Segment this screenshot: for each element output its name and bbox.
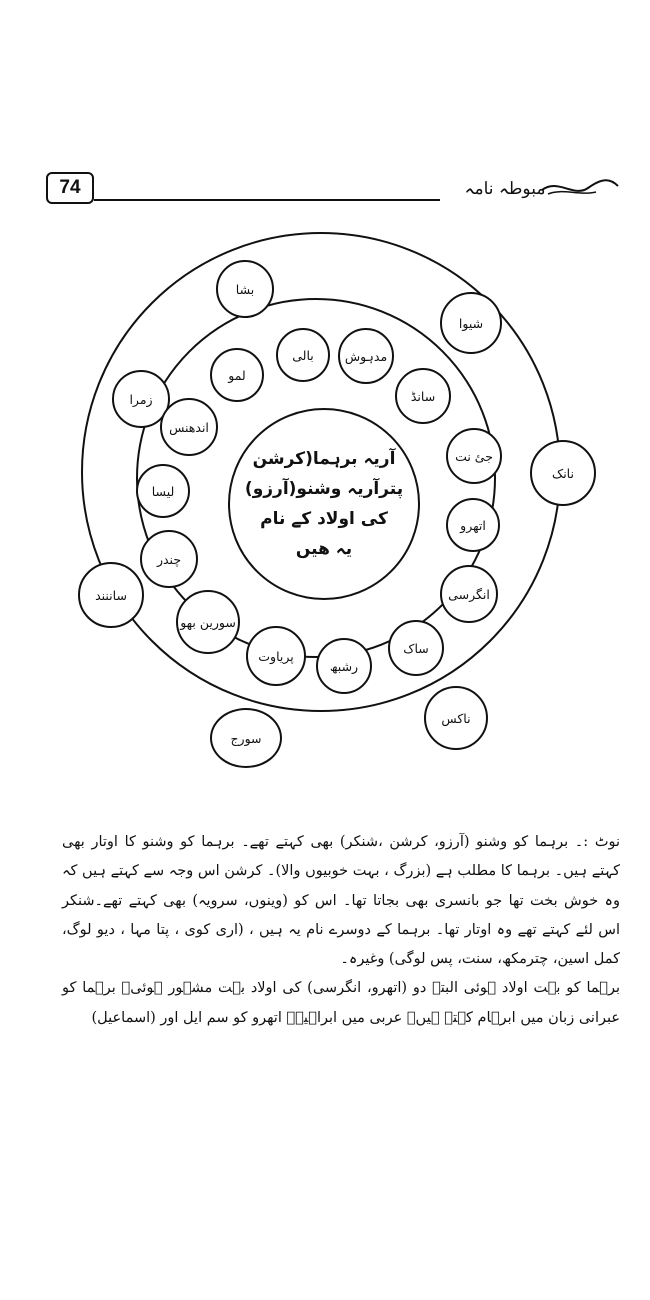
inner-node: سورین بھو <box>176 590 240 654</box>
note-paragraph: نوٹ :۔ برہما کو وشنو (آرزو، کرشن ،شنکر) بھی کہتے تھے۔ برہما کو وشنو کا اوتار بھی کہتے ہیں۔ برہما کا مطلب ہے (بزرگ ، بہت خوبیوں والا)۔ کرشن اس وجہ سے کہتے ہیں کہ وہ خوش بخت تھا جو بانسری بھی بجاتا تھا۔ اس کو (وینوں، سرویہ) بھی کہتے تھے۔شنکر اس لئے کہتے تھے وہ اوتار تھا۔ برہما کے دوسرے نام یہ ہیں ، (اری کوی ، پتا مہا ، دیو لوگ، کمل اسین، چترمکھ، سنت، پس لوگی) وغیرہ۔ <box>62 834 620 968</box>
inner-node: رشبھ <box>316 638 372 694</box>
inner-node: پریاوت <box>246 626 306 686</box>
lineage-diagram <box>0 210 650 800</box>
note-text <box>62 828 620 1033</box>
header-rule <box>94 199 440 201</box>
outer-node: ناکس <box>424 686 488 750</box>
note-paragraph: برہما کو بہت اولاد ہوئی البتہ دو (اتھرو، انگرسی) کی اولاد بہت مشہور ہوئی۔ برہما کو عبرانی زبان میں ابرہام کہتے ہیں۔ عربی میں ابراہیمؑ اتھرو کو سم ایل اور (اسماعیل) <box>62 980 620 1026</box>
center-line: آریہ برہما(کرشن <box>252 449 396 469</box>
outer-node: ساننند <box>78 562 144 628</box>
center-line: پترآریہ وشنو(آرزو) <box>244 479 404 499</box>
inner-node: اندھنس <box>160 398 218 456</box>
outer-node: زمرا <box>112 370 170 428</box>
inner-node: سانڈ <box>395 368 451 424</box>
inner-node: لمو <box>210 348 264 402</box>
outer-node: شیوا <box>440 292 502 354</box>
title-swash-ornament <box>540 176 620 200</box>
inner-node: بالی <box>276 328 330 382</box>
inner-node: چندر <box>140 530 198 588</box>
outer-node: نانک <box>530 440 596 506</box>
center-circle <box>228 408 420 600</box>
page-number-box: 74 <box>46 172 94 204</box>
outer-node: سورج <box>210 708 282 768</box>
inner-node: لیسا <box>136 464 190 518</box>
center-line: یہ ھیں <box>295 539 353 559</box>
inner-node: ساک <box>388 620 444 676</box>
inner-node: انگرسی <box>440 565 498 623</box>
inner-node: مدہوش <box>338 328 394 384</box>
inner-node: اتھرو <box>446 498 500 552</box>
book-title: مبوطہ نامہ <box>464 178 546 199</box>
outer-node: بشا <box>216 260 274 318</box>
center-line: کی اولاد کے نام <box>260 509 388 529</box>
inner-node: جئ نت <box>446 428 502 484</box>
